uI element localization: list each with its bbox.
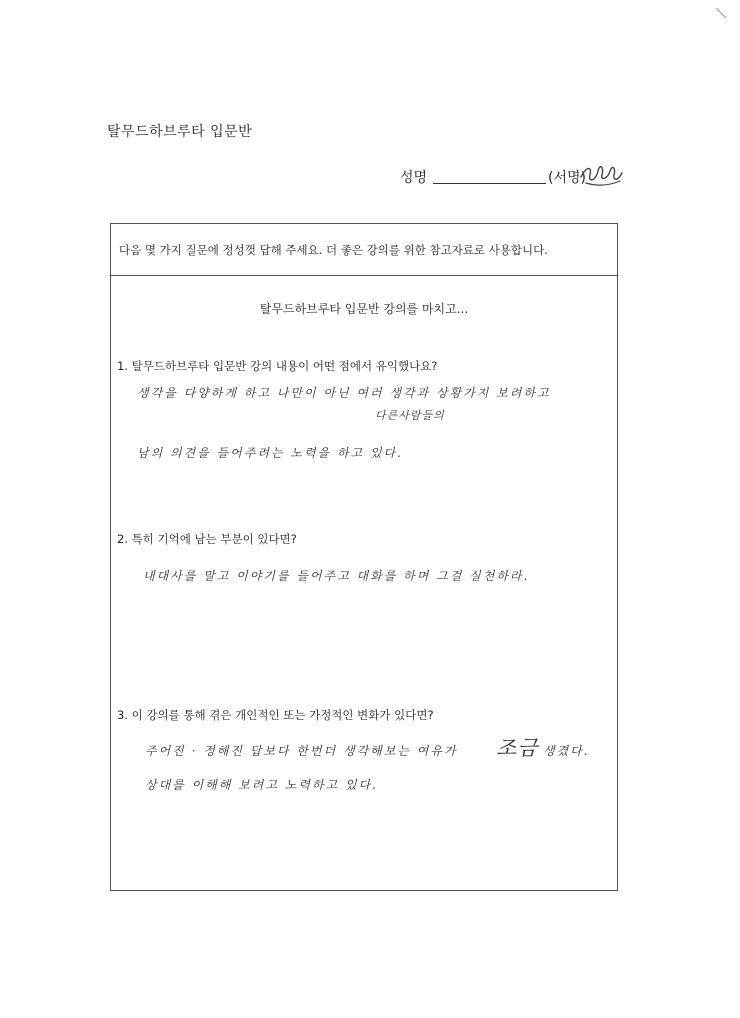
name-line[interactable] [433, 183, 546, 184]
sign-label: (서명) [548, 170, 586, 186]
scan-mark [714, 6, 728, 20]
question-3: 3. 이 강의를 통해 겪은 개인적인 또는 가정적인 변화가 있다면? [117, 708, 434, 722]
name-row [400, 165, 640, 189]
question-2: 2. 특히 기억에 남는 부분이 있다면? [117, 532, 297, 546]
answer-1-insertion[interactable]: 다른사람들의 [375, 409, 445, 422]
answer-3-line-1[interactable]: 주어진 · 정해진 답보다 한번더 생각해보는 여유가 [145, 744, 458, 758]
document-title: 탈무드하브루타 입문반 [107, 124, 253, 140]
question-1: 1. 탈무드하브루타 입문반 강의 내용이 어떤 점에서 유익했나요? [117, 359, 438, 373]
answer-1-line-2[interactable]: 남의 의견을 들어주려는 노력을 하고 있다. [137, 446, 403, 460]
answer-2-line-1[interactable]: 내대사를 말고 이야기를 들어주고 대화를 하며 그걸 실천하라. [143, 569, 530, 583]
signature-image [578, 159, 624, 189]
survey-form [110, 223, 618, 891]
answer-3-emphasis[interactable]: 조금 [496, 736, 539, 760]
instruction-text: 다음 몇 가지 질문에 정성껏 답해 주세요. 더 좋은 강의를 위한 참고자료로 사용합니다. [111, 224, 617, 276]
section-heading: 탈무드하브루타 입문반 강의를 마치고... [259, 302, 469, 316]
name-label: 성명 [400, 170, 428, 186]
answer-3-line-1-end[interactable]: 생겼다. [543, 744, 590, 758]
answer-3-line-2[interactable]: 상대를 이해해 보려고 노력하고 있다. [145, 778, 378, 792]
answer-1-line-1[interactable]: 생각을 다양하게 하고 나만이 아닌 여러 생각과 상황가지 보려하고 [137, 386, 551, 400]
